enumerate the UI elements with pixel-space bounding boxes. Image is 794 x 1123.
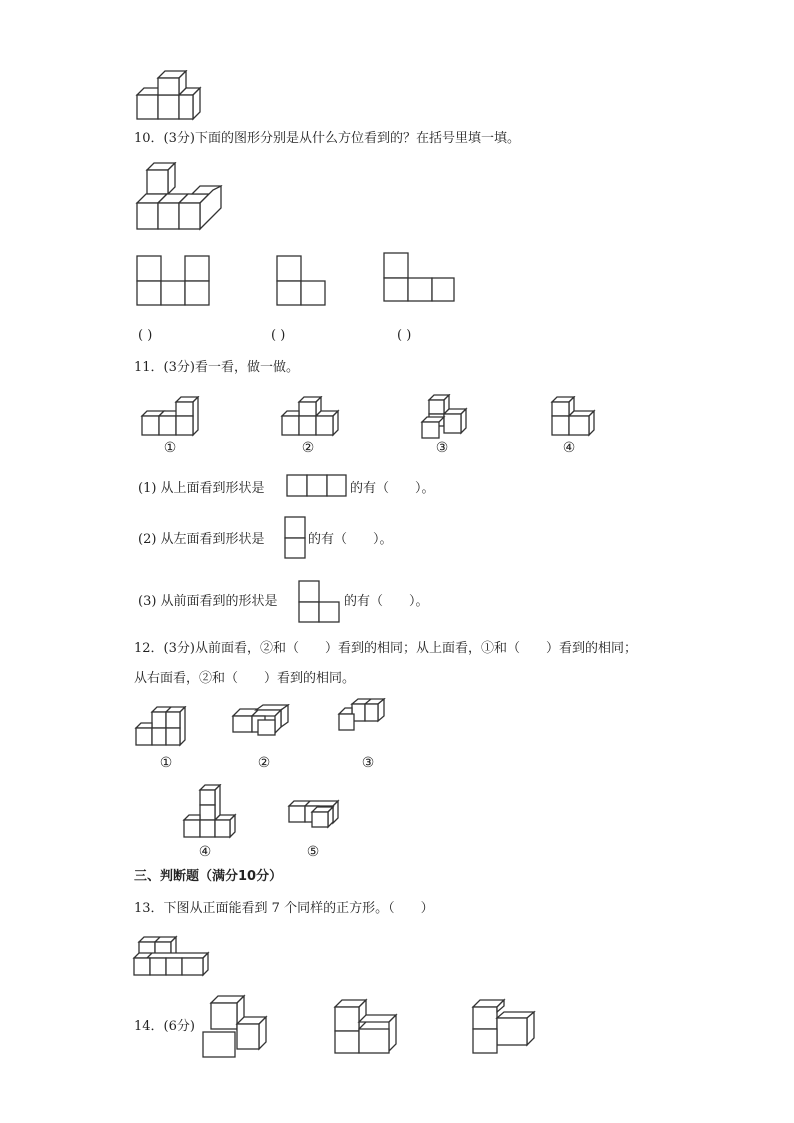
q11-part2-suffix: 的有（ ）。 <box>308 532 393 547</box>
q11-label-3: ③ <box>435 440 449 456</box>
q13-figure <box>132 934 214 984</box>
q11-part1-prefix: (1) 从上面看到形状是 <box>138 481 265 496</box>
q11-question: 11．(3分)看一看，做一做。 <box>134 360 299 375</box>
q12-figure-3 <box>336 698 388 738</box>
q11-part1-shape <box>286 474 348 502</box>
q11-part2-prefix: (2) 从左面看到形状是 <box>138 532 265 547</box>
q12-question-line2: 从右面看，②和（ ）看到的相同。 <box>134 671 356 686</box>
q10-view-b <box>276 254 328 310</box>
q14-figure-2 <box>332 998 400 1060</box>
q11-part3-prefix: (3) 从前面看到的形状是 <box>138 594 278 609</box>
q11-label-1: ① <box>163 440 177 456</box>
q11-label-4: ④ <box>562 440 576 456</box>
q12-question-line1: 12．(3分)从前面看，②和（ ）看到的相同；从上面看，①和（ ）看到的相同； <box>134 641 637 656</box>
q12-figure-4 <box>182 784 238 844</box>
q11-figure-4 <box>550 396 600 442</box>
q12-figure-1 <box>134 706 190 752</box>
q11-part2-shape <box>284 516 308 564</box>
q11-figure-1 <box>140 396 202 442</box>
q12-label-2: ② <box>257 755 271 771</box>
q14-figure-3 <box>470 998 538 1060</box>
q10-view-a <box>136 254 212 310</box>
q12-label-4: ④ <box>198 844 212 860</box>
q11-figure-2 <box>280 396 342 442</box>
q11-part3-shape <box>298 580 342 628</box>
q13-question: 13．下图从正面能看到 7 个同样的正方形。（ ） <box>134 901 434 916</box>
q11-label-2: ② <box>301 440 315 456</box>
q9-cube-figure <box>134 70 206 126</box>
q12-figure-5 <box>286 798 342 834</box>
q10-blank-2[interactable]: ( ) <box>271 328 286 343</box>
section-3-title: 三、判断题（满分10分） <box>134 869 283 884</box>
q10-view-c <box>382 252 458 308</box>
q14-question: 14．(6分) <box>134 1019 195 1034</box>
q10-blank-3[interactable]: ( ) <box>397 328 412 343</box>
q10-question: 10．(3分)下面的图形分别是从什么方位看到的？在括号里填一填。 <box>134 131 520 146</box>
q14-figure-1 <box>200 994 270 1064</box>
q11-figure-3 <box>420 394 472 444</box>
q12-label-3: ③ <box>361 755 375 771</box>
q10-blank-1[interactable]: ( ) <box>138 328 153 343</box>
q12-figure-2 <box>230 704 292 742</box>
q12-label-1: ① <box>159 755 173 771</box>
q10-solid-figure <box>134 162 228 236</box>
q11-part3-suffix: 的有（ ）。 <box>344 594 429 609</box>
q12-label-5: ⑤ <box>306 844 320 860</box>
q11-part1-suffix: 的有（ ）。 <box>350 481 435 496</box>
